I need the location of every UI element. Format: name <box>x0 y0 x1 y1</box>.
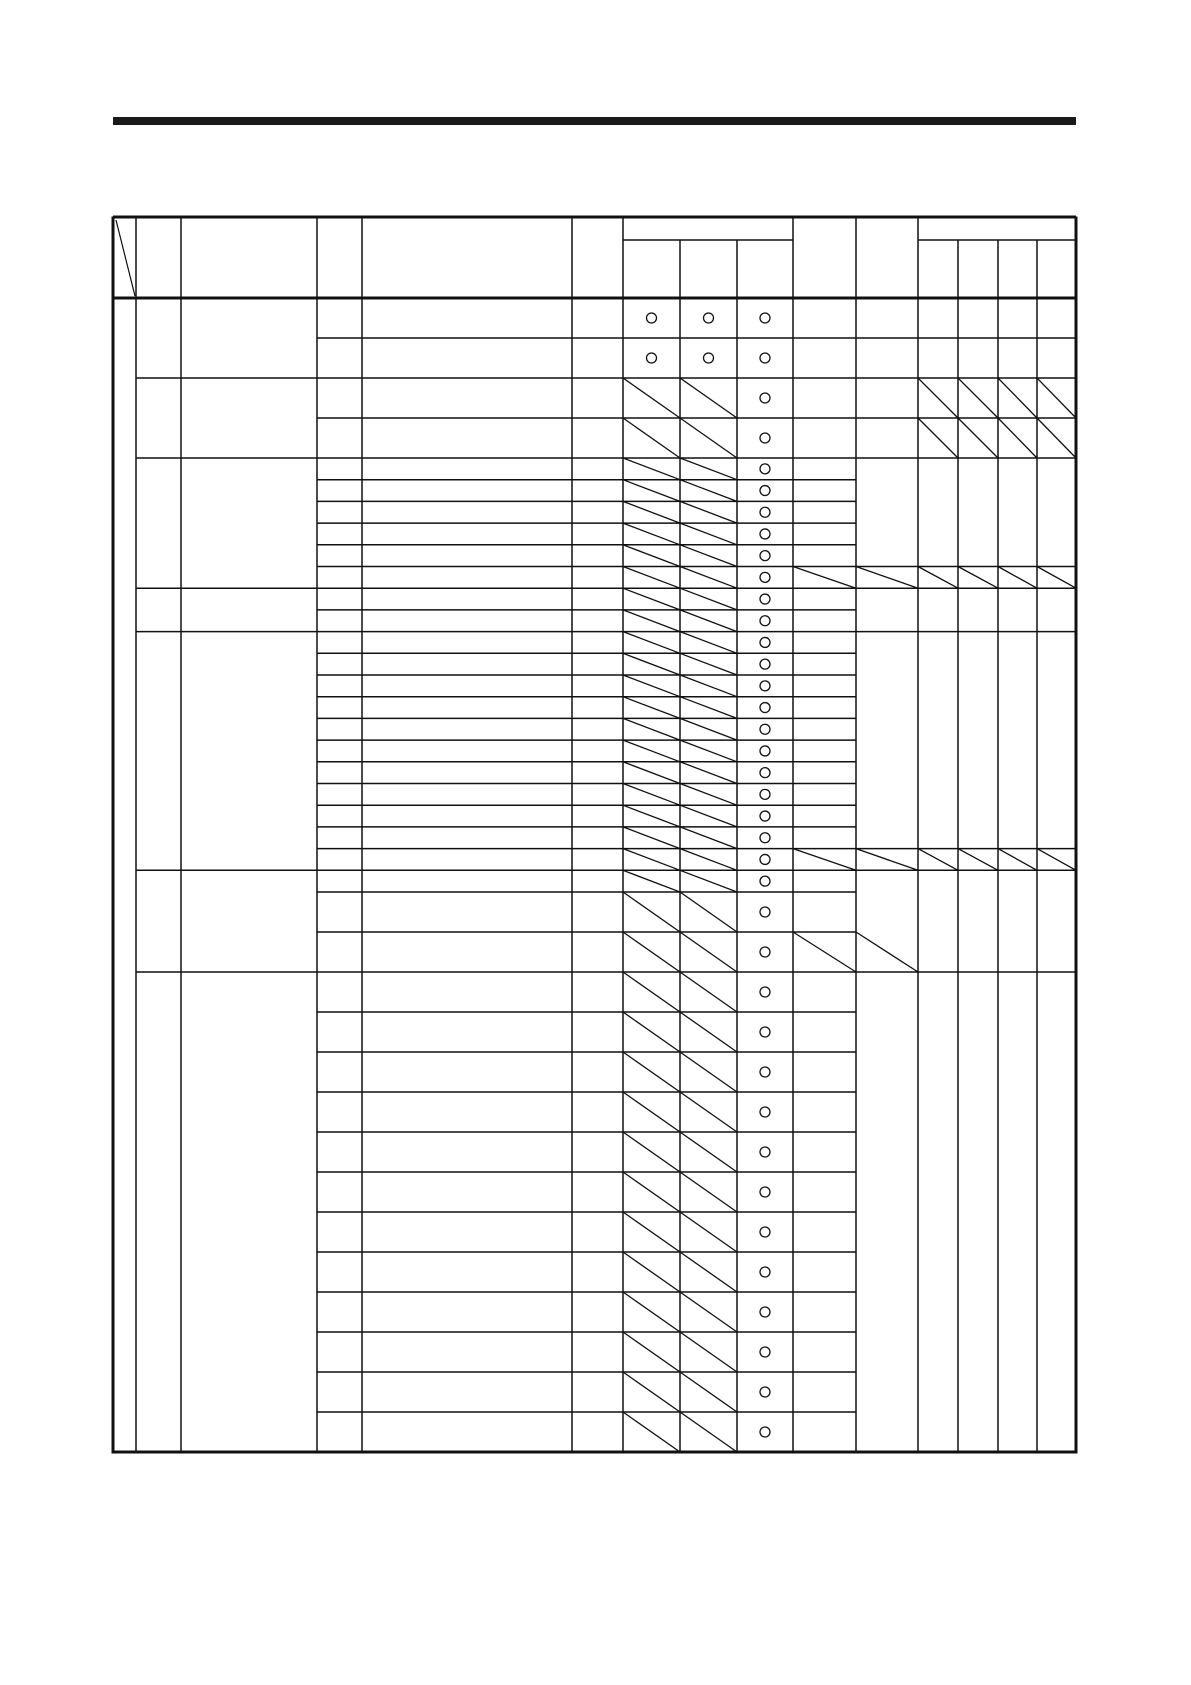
circle-mark <box>760 681 770 691</box>
circle-mark <box>760 529 770 539</box>
diagonal-strike <box>680 972 737 1012</box>
diagonal-strike <box>958 378 998 418</box>
circle-mark <box>760 1227 770 1237</box>
circle-mark <box>760 1267 770 1277</box>
diagonal-strike <box>680 523 737 545</box>
diagonal-strike <box>623 892 680 932</box>
diagonal-strike <box>680 1132 737 1172</box>
circle-mark <box>760 353 770 363</box>
diagonal-strike <box>623 849 680 871</box>
diagonal-strike <box>680 632 737 654</box>
diagonal-strike <box>680 870 737 892</box>
diagonal-strike <box>680 892 737 932</box>
circle-mark <box>760 1307 770 1317</box>
circle-mark <box>760 724 770 734</box>
header-corner-diagonal <box>116 220 135 296</box>
diagonal-strike <box>623 718 680 740</box>
diagonal-strike <box>623 1212 680 1252</box>
diagonal-strike <box>998 418 1037 458</box>
circle-mark <box>760 811 770 821</box>
diagonal-strike <box>680 784 737 806</box>
diagonal-strike <box>793 849 856 871</box>
circle-mark <box>760 551 770 561</box>
diagonal-strike <box>623 567 680 589</box>
diagonal-strike <box>680 762 737 784</box>
circle-mark <box>760 876 770 886</box>
diagonal-strike <box>680 1212 737 1252</box>
diagonal-strike <box>623 932 680 972</box>
diagonal-strike <box>623 1012 680 1052</box>
diagonal-strike <box>623 1412 680 1452</box>
diagonal-strike <box>680 827 737 849</box>
diagonal-strike <box>680 458 737 480</box>
diagonal-strike <box>623 610 680 632</box>
diagonal-strike <box>623 501 680 523</box>
diagonal-strike <box>623 523 680 545</box>
circle-mark <box>760 768 770 778</box>
diagonal-strike <box>623 675 680 697</box>
diagonal-strike <box>856 567 918 589</box>
diagonal-strike <box>623 1132 680 1172</box>
diagonal-strike <box>680 675 737 697</box>
diagonal-strike <box>680 545 737 567</box>
diagonal-strike <box>680 1372 737 1412</box>
diagonal-strike <box>680 480 737 502</box>
diagonal-strike <box>623 827 680 849</box>
circle-mark <box>760 1027 770 1037</box>
circle-mark <box>760 616 770 626</box>
circle-mark <box>760 464 770 474</box>
diagonal-strike <box>918 567 958 589</box>
diagonal-strike <box>623 545 680 567</box>
diagonal-strike <box>918 378 958 418</box>
diagonal-strike <box>680 718 737 740</box>
diagonal-strike <box>623 480 680 502</box>
diagonal-strike <box>623 458 680 480</box>
diagonal-strike <box>623 1252 680 1292</box>
circle-mark <box>760 659 770 669</box>
diagonal-strike <box>680 697 737 719</box>
diagonal-strike <box>680 1332 737 1372</box>
circle-mark <box>760 1347 770 1357</box>
diagonal-strike <box>680 610 737 632</box>
diagonal-strike <box>680 588 737 610</box>
diagonal-strike <box>623 1172 680 1212</box>
diagonal-strike <box>680 1172 737 1212</box>
diagonal-strike <box>680 1292 737 1332</box>
diagonal-strike <box>623 632 680 654</box>
diagonal-strike <box>793 567 856 589</box>
diagonal-strike <box>623 1372 680 1412</box>
circle-mark <box>760 486 770 496</box>
diagonal-strike <box>793 932 856 972</box>
circle-mark <box>760 987 770 997</box>
diagonal-strike <box>623 1052 680 1092</box>
diagonal-strike <box>998 567 1037 589</box>
circle-mark <box>760 1427 770 1437</box>
diagonal-strike <box>623 653 680 675</box>
diagonal-strike <box>998 378 1037 418</box>
diagonal-strike <box>1037 567 1076 589</box>
diagonal-strike <box>623 588 680 610</box>
diagonal-strike <box>680 1052 737 1092</box>
diagonal-strike <box>958 418 998 458</box>
circle-mark <box>760 947 770 957</box>
diagonal-strike <box>680 1252 737 1292</box>
diagonal-strike <box>680 805 737 827</box>
diagonal-strike <box>623 378 680 418</box>
diagonal-strike <box>623 805 680 827</box>
circle-mark <box>760 1107 770 1117</box>
diagonal-strike <box>623 762 680 784</box>
diagonal-strike <box>680 932 737 972</box>
circle-mark <box>704 353 714 363</box>
diagonal-strike <box>623 1332 680 1372</box>
diagonal-strike <box>1037 378 1076 418</box>
diagonal-strike <box>680 418 737 458</box>
diagonal-strike <box>623 418 680 458</box>
circle-mark <box>760 433 770 443</box>
diagonal-strike <box>623 740 680 762</box>
circle-mark <box>760 393 770 403</box>
diagonal-strike <box>856 932 918 972</box>
circle-mark <box>760 746 770 756</box>
diagonal-strike <box>680 567 737 589</box>
circle-mark <box>760 703 770 713</box>
diagonal-strike <box>918 418 958 458</box>
circle-mark <box>760 1147 770 1157</box>
circle-mark <box>760 594 770 604</box>
circle-mark <box>647 353 657 363</box>
diagonal-strike <box>680 1092 737 1132</box>
circle-mark <box>760 1187 770 1197</box>
circle-mark <box>760 637 770 647</box>
diagonal-strike <box>958 567 998 589</box>
diagonal-strike <box>958 849 998 871</box>
circle-mark <box>760 507 770 517</box>
circle-mark <box>647 313 657 323</box>
diagonal-strike <box>856 849 918 871</box>
circle-mark <box>760 907 770 917</box>
diagonal-strike <box>623 972 680 1012</box>
diagonal-strike <box>680 1012 737 1052</box>
diagonal-strike <box>1037 849 1076 871</box>
circle-mark <box>760 789 770 799</box>
circle-mark <box>760 1067 770 1077</box>
diagonal-strike <box>680 1412 737 1452</box>
diagonal-strike <box>1037 418 1076 458</box>
diagonal-strike <box>680 653 737 675</box>
circle-mark <box>760 1387 770 1397</box>
circle-mark <box>760 572 770 582</box>
circle-mark <box>760 313 770 323</box>
diagonal-strike <box>680 849 737 871</box>
circle-mark <box>760 833 770 843</box>
diagonal-strike <box>623 784 680 806</box>
diagonal-strike <box>680 378 737 418</box>
diagonal-strike <box>623 1292 680 1332</box>
diagonal-strike <box>623 697 680 719</box>
diagonal-strike <box>680 740 737 762</box>
diagonal-strike <box>918 849 958 871</box>
circle-mark <box>704 313 714 323</box>
diagonal-strike <box>623 1092 680 1132</box>
diagonal-strike <box>998 849 1037 871</box>
circle-mark <box>760 854 770 864</box>
diagonal-strike <box>623 870 680 892</box>
diagonal-strike <box>680 501 737 523</box>
